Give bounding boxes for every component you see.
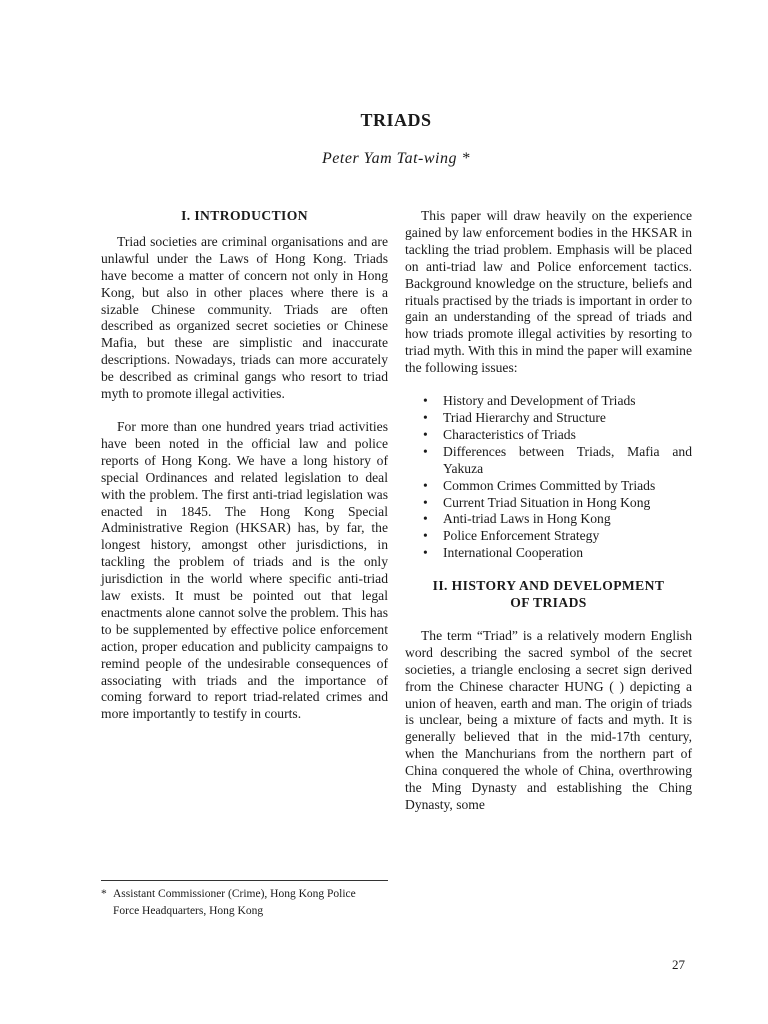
history-paragraph: The term “Triad” is a relatively modern English word describing the sacred symbol of the secret societies, a triangle enclosing a secret sign derived from the Chinese character HUNG ( ) depicting a union of heaven, earth and man. The origin of triads is unclear, being a mixture of facts and myth. It is generally believed that in the mid-17th century, when the Manchurians from the northern part of China conquered the whole of China, overthrowing the Ming Dynasty and establishing the Ching Dynasty, some: [405, 627, 692, 812]
bullet-icon: •: [423, 409, 428, 425]
intro-paragraph-2: For more than one hundred years triad activities have been noted in the official law and police reports of Hong Kong. We have a long history of special Ordinances and related legislation to deal with the problem. The first anti-triad legislation was enacted in 1845. The Hong Kong Special Administrative Region (HKSAR) has, by far, the longest history, amongst other jurisdictions, in tackling the problem of triads and is the only jurisdiction in the world where specific anti-triad law exists. It must be pointed out that legal enactments alone cannot solve the problem. This has to be supplemented by effective police enforcement action, proper education and publicity campaigns to remind people of the undesirable consequences of associating with triads and the importance of coming forward to report triad-related crimes and more importantly to testify in courts.: [101, 418, 388, 722]
footnote-line-2: Force Headquarters, Hong Kong: [113, 905, 264, 917]
bullet-icon: •: [423, 545, 428, 561]
section-heading-history-line-1: II. HISTORY AND DEVELOPMENT: [432, 578, 665, 594]
author-line: Peter Yam Tat-wing *: [322, 150, 470, 167]
list-item: • International Cooperation: [423, 545, 584, 561]
bullet-icon: •: [423, 426, 428, 442]
section-heading-history-line-2: OF TRIADS: [510, 595, 587, 611]
left-column: [101, 208, 388, 723]
intro-paragraph-1: Triad societies are criminal organisations and are unlawful under the Laws of Hong Kong. Triads have become a matter of concern not only in Hong Kong, but also in other places where there is a sizable Chinese community. Triads are often described as organized secret societies or Chinese Mafia, but these are simplistic and inaccurate descriptions. Nowadays, triads can more accurately be described as criminal gangs who resort to triad myth to promote illegal activities.: [101, 233, 388, 402]
list-item: • Police Enforcement Strategy: [423, 528, 600, 544]
list-item: • History and Development of Triads: [423, 393, 636, 409]
issues-list: [405, 393, 692, 562]
page-number: 27: [672, 957, 685, 972]
bullet-icon: •: [423, 494, 428, 510]
bullet-icon: •: [423, 443, 428, 459]
list-item: • Differences between Triads, Mafia and Yakuza: [423, 443, 692, 476]
paper-title: TRIADS: [360, 110, 432, 130]
footnote-divider: [101, 880, 388, 881]
bullet-icon: •: [423, 511, 428, 527]
bullet-icon: •: [423, 393, 428, 409]
footnote-line-1: * Assistant Commissioner (Crime), Hong Kong Police: [101, 886, 391, 903]
right-column: [405, 208, 692, 814]
bullet-icon: •: [423, 528, 428, 544]
list-item: • Anti-triad Laws in Hong Kong: [423, 511, 611, 527]
footnote-marker: *: [101, 888, 107, 900]
list-item: • Common Crimes Committed by Triads: [423, 477, 656, 493]
section-heading-introduction: I. INTRODUCTION: [181, 208, 308, 223]
list-item: • Current Triad Situation in Hong Kong: [423, 494, 651, 510]
bullet-icon: •: [423, 477, 428, 493]
list-item: • Triad Hierarchy and Structure: [423, 409, 606, 425]
footnote: [101, 886, 391, 920]
list-item: • Characteristics of Triads: [423, 426, 576, 442]
paper-scope-paragraph: This paper will draw heavily on the experience gained by law enforcement bodies in the HKSAR in tackling the triad problem. Emphasis will be placed on anti-triad law and Police enforcement tactics. Background knowledge on the structure, beliefs and rituals practised by the triads is important in order to gain an understanding of the spread of triads and how triads promote illegal activities by resorting to triad myth. With this in mind the paper will examine the following issues:: [405, 208, 692, 376]
